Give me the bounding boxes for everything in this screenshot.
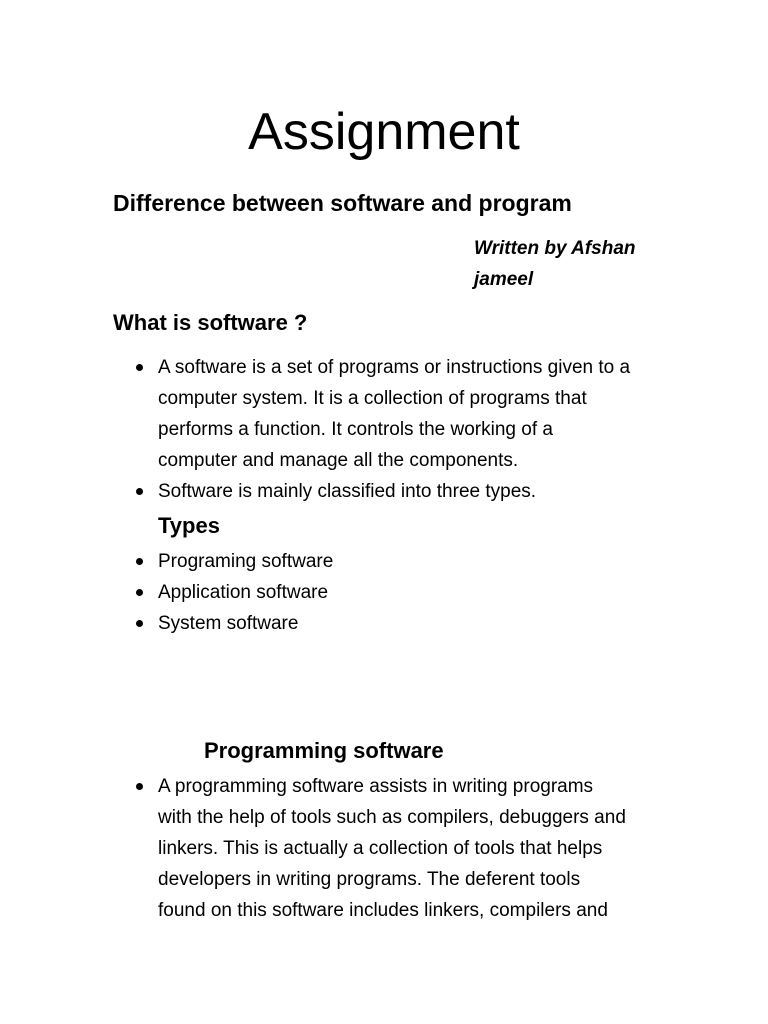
list-item-line: System software [158, 613, 299, 634]
list-item-line: developers in writing programs. The deferent tools [158, 869, 581, 890]
author-line-2: jameel [474, 269, 534, 290]
list-item-line: Software is mainly classified into three types. [158, 481, 537, 502]
author-line-1: Written by Afshan [474, 238, 636, 259]
list-item-line: computer and manage all the components. [158, 450, 519, 471]
list-item [0, 476, 630, 507]
heading-what-is-software: What is software ? [113, 310, 308, 335]
bullet-icon [136, 558, 143, 565]
bullet-icon [136, 620, 143, 627]
bullet-icon [136, 589, 143, 596]
list-item [0, 608, 333, 639]
list-item-line: performs a function. It controls the working of a [158, 419, 553, 440]
document-subtitle: Difference between software and program [113, 190, 572, 216]
list-item-line: found on this software includes linkers, compilers and [158, 900, 608, 921]
list-item-line: A programming software assists in writing programs [158, 776, 594, 797]
bullet-icon [136, 488, 143, 495]
list-item-line: computer system. It is a collection of programs that [158, 388, 587, 409]
list-item [0, 577, 333, 608]
list-item [0, 352, 630, 476]
list-item [0, 771, 626, 926]
author-credit [474, 233, 674, 295]
list-item-line: A software is a set of programs or instructions given to a [158, 357, 631, 378]
heading-types: Types [158, 513, 220, 538]
document-title: Assignment [248, 103, 520, 161]
bullet-icon [136, 364, 143, 371]
list-item-line: with the help of tools such as compilers, debuggers and [158, 807, 626, 828]
list-item-line: Application software [158, 582, 329, 603]
list-item [0, 546, 333, 577]
list-item-line: Programing software [158, 551, 334, 572]
list-item-line: linkers. This is actually a collection of tools that helps [158, 838, 603, 859]
programming-software-list [0, 771, 626, 926]
types-list [0, 546, 333, 639]
bullet-icon [136, 783, 143, 790]
heading-programming-software: Programming software [204, 738, 444, 763]
what-is-software-list [0, 352, 630, 507]
